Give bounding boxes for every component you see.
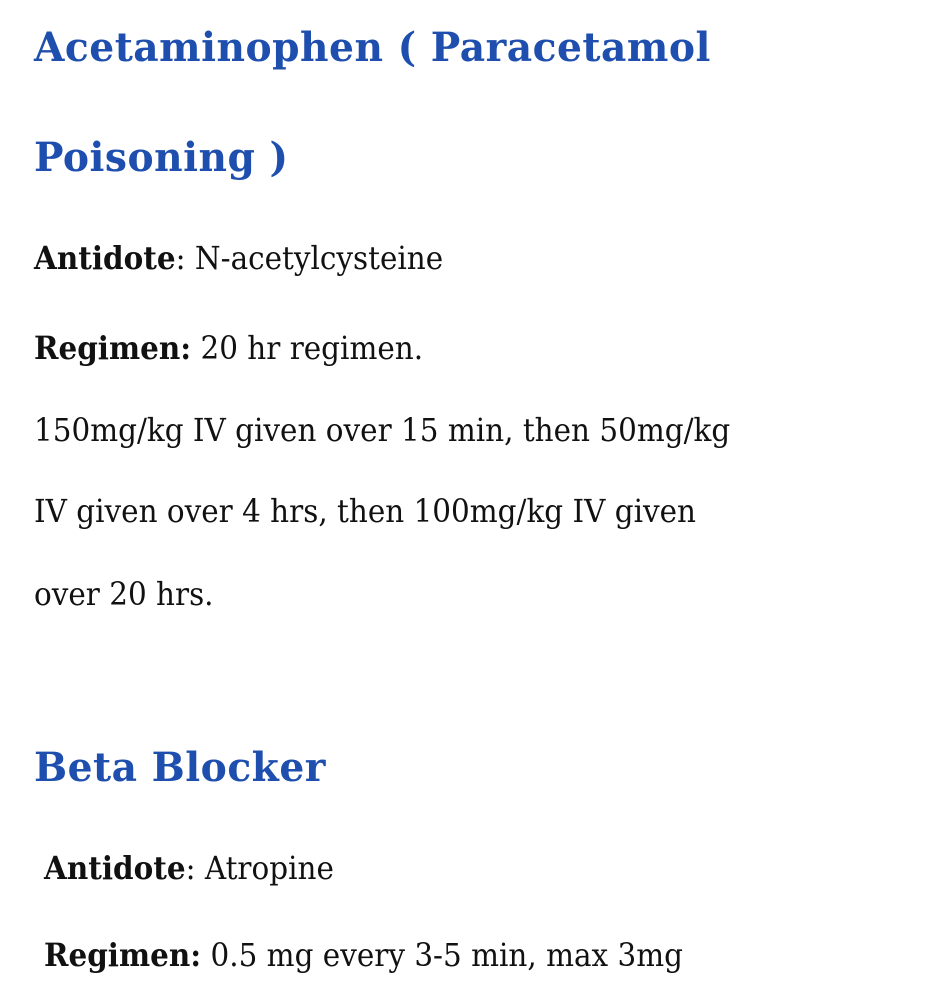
antidote-line-beta-blocker (44, 848, 334, 888)
regimen-value: 0.5 mg every 3-5 min, max 3mg (201, 936, 684, 974)
antidote-value: : N-acetylcysteine (175, 239, 444, 277)
antidote-line-acetaminophen (34, 238, 443, 278)
regimen-line-acetaminophen (34, 328, 423, 368)
antidote-value: : Atropine (185, 849, 334, 887)
regimen-detail-line-3: over 20 hrs. (34, 575, 214, 613)
regimen-label: Regimen: (44, 936, 202, 974)
regimen-detail-line-2: IV given over 4 hrs, then 100mg/kg IV given (34, 492, 697, 530)
section-title-acetaminophen-line2: Poisoning ) (34, 134, 289, 181)
antidote-label: Antidote (44, 849, 186, 887)
regimen-label: Regimen: (34, 329, 192, 367)
regimen-value: 20 hr regimen. (191, 329, 424, 367)
section-title-acetaminophen-line1: Acetaminophen ( Paracetamol (34, 24, 711, 71)
section-title-beta-blocker: Beta Blocker (34, 744, 326, 791)
regimen-line-beta-blocker (44, 935, 683, 975)
regimen-detail-line-1: 150mg/kg IV given over 15 min, then 50mg/kg (34, 411, 731, 449)
antidote-label: Antidote (34, 239, 176, 277)
